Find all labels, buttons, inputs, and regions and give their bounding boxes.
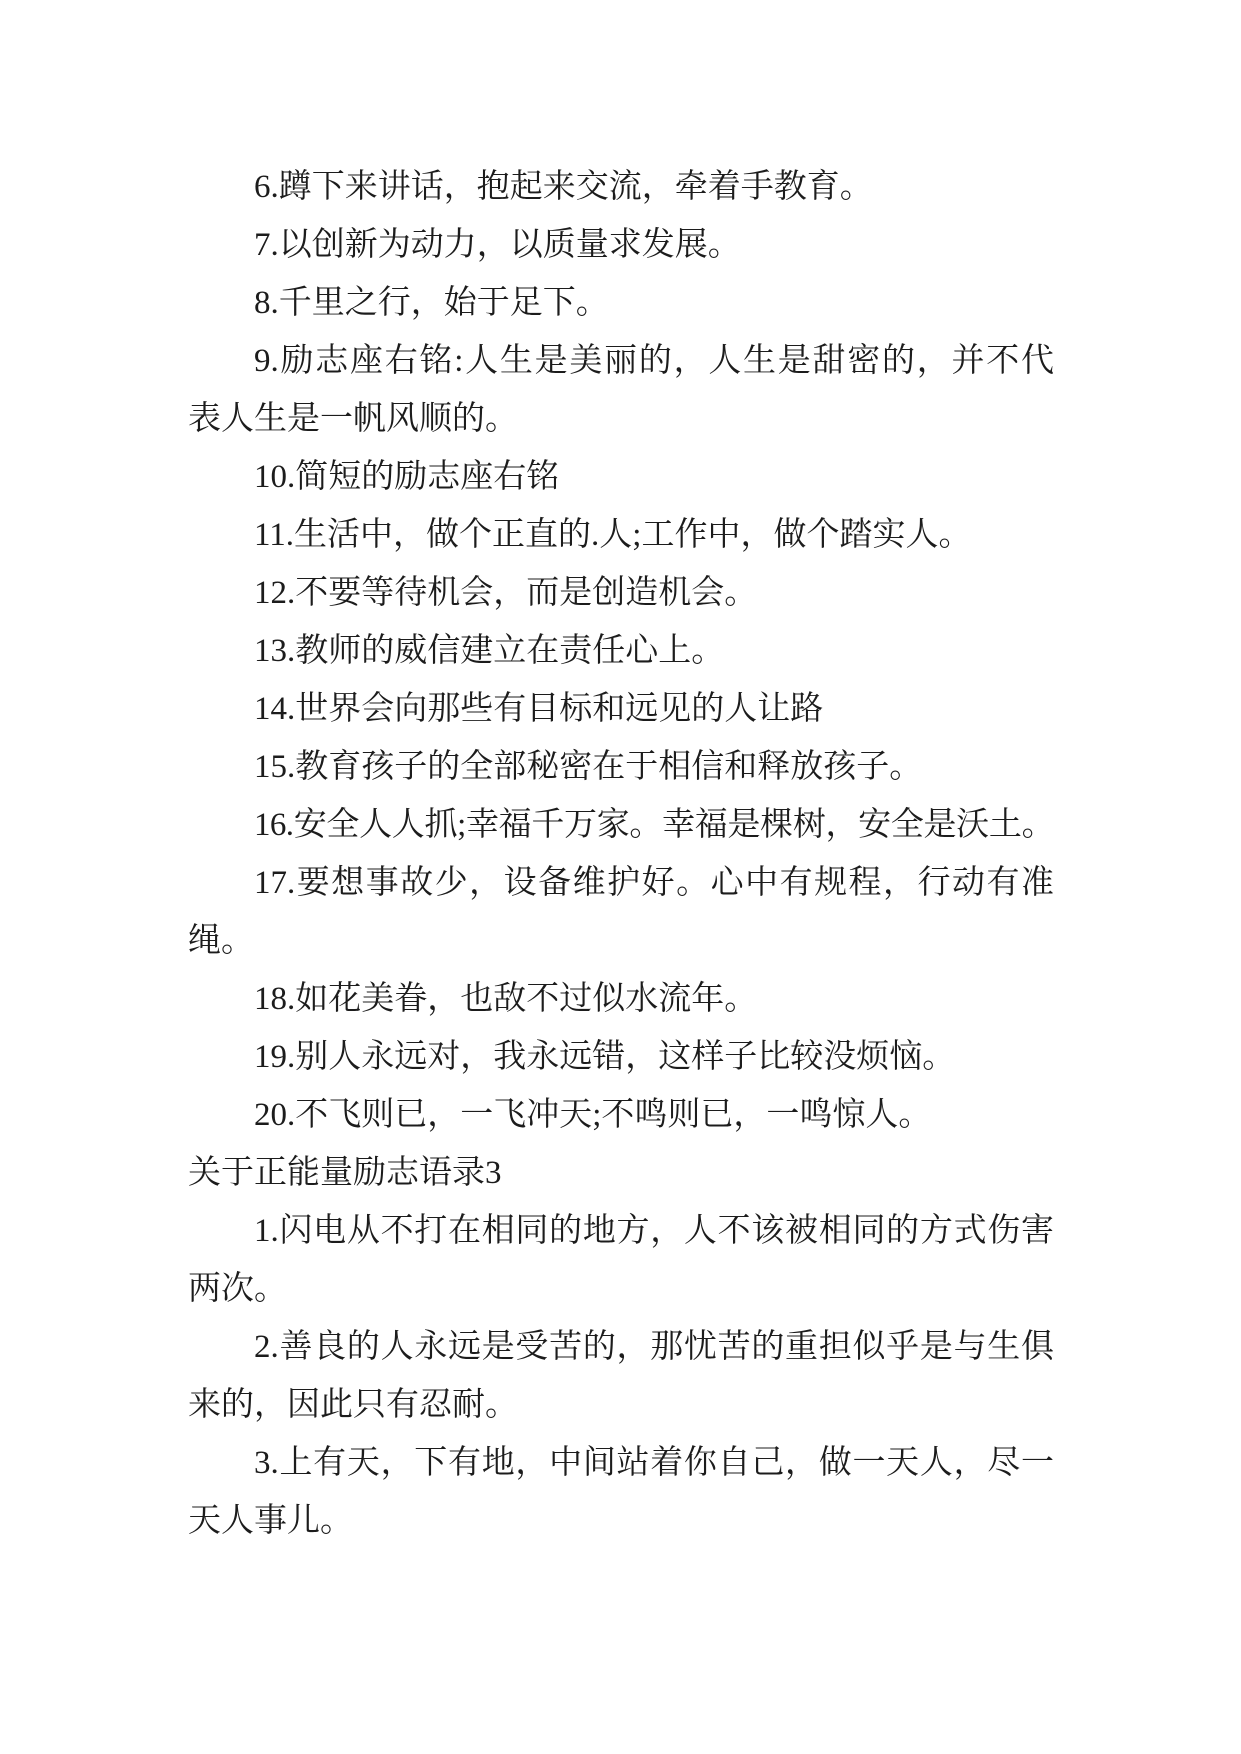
quote-item-16 [188, 796, 1054, 854]
quote-line-continued: 来的，因此只有忍耐。 [188, 1387, 518, 1423]
document-body [188, 158, 1054, 1550]
quote-line: 14.世界会向那些有目标和远见的人让路 [254, 691, 824, 727]
quote-item-13 [188, 622, 1054, 680]
section-heading: 关于正能量励志语录3 [188, 1155, 502, 1191]
quote-item-2 [188, 1318, 1054, 1434]
quote-line: 11.生活中，做个正直的.人;工作中，做个踏实人。 [254, 517, 972, 553]
quote-item-9 [188, 332, 1054, 448]
quote-item-19 [188, 1028, 1054, 1086]
quote-line: 10.简短的励志座右铭 [254, 459, 560, 495]
quote-item-14 [188, 680, 1054, 738]
quote-item-12 [188, 564, 1054, 622]
quote-line: 13.教师的威信建立在责任心上。 [254, 633, 725, 669]
quote-line-continued: 天人事儿。 [188, 1503, 353, 1539]
quote-item-11 [188, 506, 1054, 564]
quote-line: 16.安全人人抓;幸福千万家。幸福是棵树，安全是沃土。 [254, 807, 1054, 843]
quote-item-6 [188, 158, 1054, 216]
quote-line: 2.善良的人永远是受苦的，那忧苦的重担似乎是与生俱 [254, 1329, 1054, 1365]
quote-item-17 [188, 854, 1054, 970]
quote-item-1 [188, 1202, 1054, 1318]
quote-line: 17.要想事故少，设备维护好。心中有规程，行动有准 [254, 865, 1054, 901]
quote-line-continued: 表人生是一帆风顺的。 [188, 401, 518, 437]
quote-line-continued: 两次。 [188, 1271, 287, 1307]
quote-item-8 [188, 274, 1054, 332]
quote-line-continued: 绳。 [188, 923, 254, 959]
quote-item-20 [188, 1086, 1054, 1144]
quote-item-18 [188, 970, 1054, 1028]
quote-line: 7.以创新为动力，以质量求发展。 [254, 227, 741, 263]
quote-line: 15.教育孩子的全部秘密在于相信和释放孩子。 [254, 749, 923, 785]
quote-line: 12.不要等待机会，而是创造机会。 [254, 575, 758, 611]
quote-item-10 [188, 448, 1054, 506]
quote-line: 3.上有天，下有地，中间站着你自己，做一天人，尽一 [254, 1445, 1054, 1481]
quote-item-7 [188, 216, 1054, 274]
quote-line: 19.别人永远对，我永远错，这样子比较没烦恼。 [254, 1039, 956, 1075]
quote-item-3 [188, 1434, 1054, 1550]
quote-item-15 [188, 738, 1054, 796]
quote-line: 20.不飞则已，一飞冲天;不鸣则已，一鸣惊人。 [254, 1097, 932, 1133]
quote-line: 1.闪电从不打在相同的地方，人不该被相同的方式伤害 [254, 1213, 1054, 1249]
quote-line: 18.如花美眷，也敌不过似水流年。 [254, 981, 758, 1017]
quote-line: 9.励志座右铭:人生是美丽的，人生是甜密的，并不代 [254, 343, 1054, 379]
quote-line: 8.千里之行，始于足下。 [254, 285, 609, 321]
quote-line: 6.蹲下来讲话，抱起来交流，牵着手教育。 [254, 169, 873, 205]
